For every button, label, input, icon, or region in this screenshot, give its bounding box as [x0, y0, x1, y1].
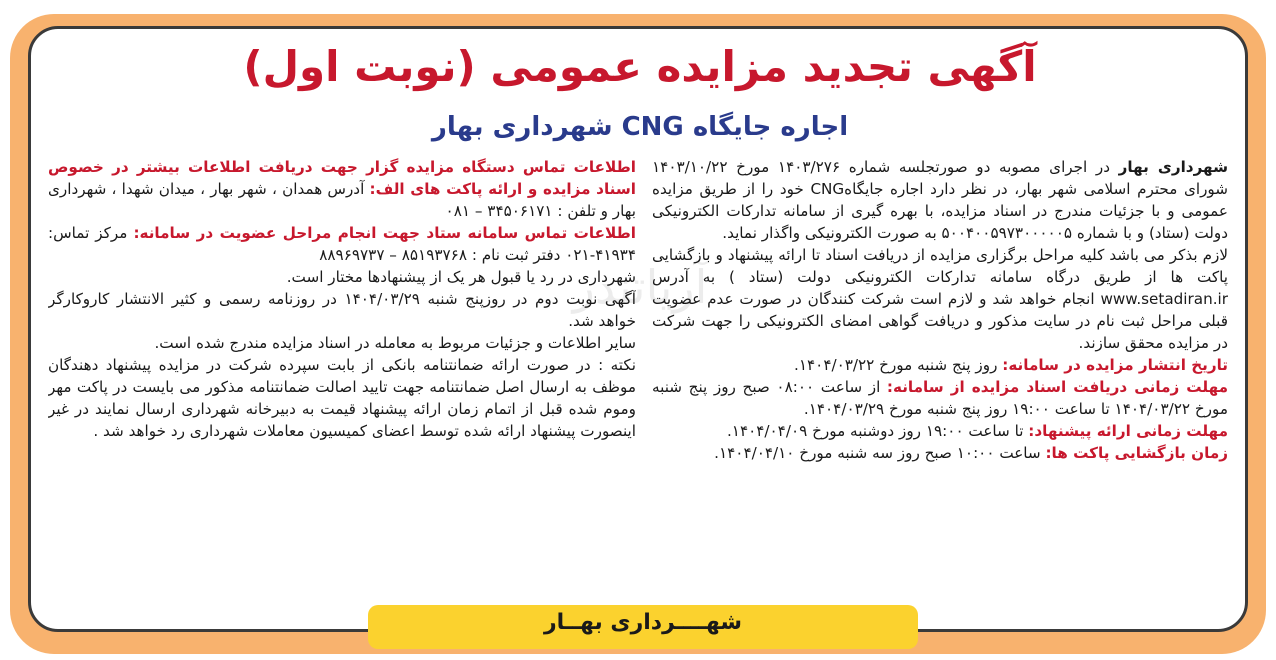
procedure-text-before-url: لازم بذکر می باشد کلیه مراحل برگزاری مزایده از دریافت اسناد تا ارائه پیشنهاد و بازگشایی پاکت ها از طریق درگاه سامانه تدارکات الکترونیکی دولت (ستاد ) به آدرس — [652, 246, 1228, 286]
procedure-text-after-url: انجام خواهد شد و لازم است شرکت کنندگان در صورت عدم عضویت قبلی مراحل ثبت نام در سایت مذکور و دریافت گواهی امضای الکترونیکی را جهت شرکت در مزایده محقق سازند. — [652, 290, 1228, 352]
left-column — [48, 156, 636, 600]
second-notice-paragraph: آگهی نوبت دوم در روزپنج شنبه ۱۴۰۴/۰۳/۲۹ در روزنامه رسمی و کثیر الانتشار کاروکارگر خواهد شد. — [48, 290, 636, 330]
docs-deadline-line — [652, 376, 1228, 420]
docs-deadline-label: مهلت زمانی دریافت اسناد مزایده از سامانه: — [886, 378, 1228, 396]
setad-contact-label: اطلاعات تماس سامانه ستاد جهت انجام مراحل عضویت در سامانه: — [133, 224, 636, 242]
intro-label: شهرداری بهار — [1118, 158, 1228, 176]
right-column — [652, 156, 1228, 600]
opening-time-text: ساعت ۱۰:۰۰ صبح روز سه شنبه مورخ ۱۴۰۴/۰۴/۱۰. — [714, 444, 1041, 462]
setad-contact-paragraph — [48, 222, 636, 266]
notice-subtitle: اجاره جایگاه CNG شهرداری بهار — [431, 112, 849, 142]
contact-text: آدرس همدان ، شهر بهار ، میدان شهدا ، شهرداری بهار و تلفن : ۳۴۵۰۶۱۷۱ – ۰۸۱ — [48, 180, 636, 220]
reject-paragraph: شهرداری در رد یا قبول هر یک از پیشنهادها مختار است. — [286, 268, 636, 286]
offer-deadline-text: تا ساعت ۱۹:۰۰ روز دوشنبه مورخ ۱۴۰۴/۰۴/۰۹. — [726, 422, 1024, 440]
guarantee-note-paragraph: نکته : در صورت ارائه ضمانتنامه بانکی از بابت سپرده شرکت در مزایده پیشنهاد دهندگان موظف به ارسال اصل ضمانتنامه جهت تایید اصالت ضمانتنامه مذکور می بایست در پاکت مهر وموم شده قبل از اتمام زمان ارائه پیشنهاد قیمت به دبیرخانه شهرداری ارسال نمایند در غیر اینصورت پیشنهاد ارائه شده توسط اعضای کمیسیون معاملات شهرداری رد خواهد شد . — [48, 356, 636, 440]
procedure-paragraph — [652, 244, 1228, 354]
offer-deadline-line — [652, 420, 1228, 442]
offer-deadline-label: مهلت زمانی ارائه پیشنهاد: — [1028, 422, 1228, 440]
other-info-paragraph: سایر اطلاعات و جزئیات مربوط به معامله در اسناد مزایده مندرج شده است. — [154, 334, 636, 352]
intro-paragraph — [652, 156, 1228, 244]
contact-paragraph — [48, 156, 636, 222]
notice-title: آگهی تجدید مزایده عمومی (نوبت اول) — [243, 42, 1037, 91]
docs-deadline-text: از ساعت ۰۸:۰۰ صبح روز پنج شنبه مورخ ۱۴۰۴/۰۳/۲۲ تا ساعت ۱۹:۰۰ روز پنج شنبه مورخ ۱۴۰۴/۰۳/۲۹. — [652, 378, 1228, 418]
contact-label: اطلاعات تماس دستگاه مزایده گزار جهت دریافت اطلاعات بیشتر در خصوص اسناد مزایده و ارائه پاکت های الف: — [48, 158, 636, 198]
publish-date-line — [652, 354, 1228, 376]
opening-time-line — [652, 442, 1228, 464]
watermark: آریاتندر — [572, 260, 708, 314]
opening-time-label: زمان بازگشایی پاکت ها: — [1045, 444, 1228, 462]
setad-contact-text: مرکز تماس: ۴۱۹۳۴-۰۲۱ دفتر ثبت نام : ۸۵۱۹۳۷۶۸ – ۸۸۹۶۹۷۳۷ — [48, 224, 636, 264]
intro-text: در اجرای مصوبه دو صورتجلسه شماره ۱۴۰۳/۲۷۶ مورخ ۱۴۰۳/۱۰/۲۲ شورای محترم اسلامی شهر بهار، در نظر دارد اجاره جایگاهCNG خود را از طریق مزایده عمومی و با جزئیات مندرج در اسناد مزایده، با بهره گیری از سامانه تدارکات الکترونیکی دولت (ستاد) و با شماره ۵۰۰۴۰۰۵۹۷۳۰۰۰۰۰۵ به صورت الکترونیکی واگذار نماید. — [652, 158, 1228, 242]
setad-url[interactable]: www.setadiran.ir — [1100, 290, 1228, 308]
publish-date-label: تاریخ انتشار مزایده در سامانه: — [1002, 356, 1228, 374]
footer-signature: شهــــرداری بهــار — [544, 610, 742, 635]
publish-date-text: روز پنج شنبه مورخ ۱۴۰۴/۰۳/۲۲. — [794, 356, 998, 374]
